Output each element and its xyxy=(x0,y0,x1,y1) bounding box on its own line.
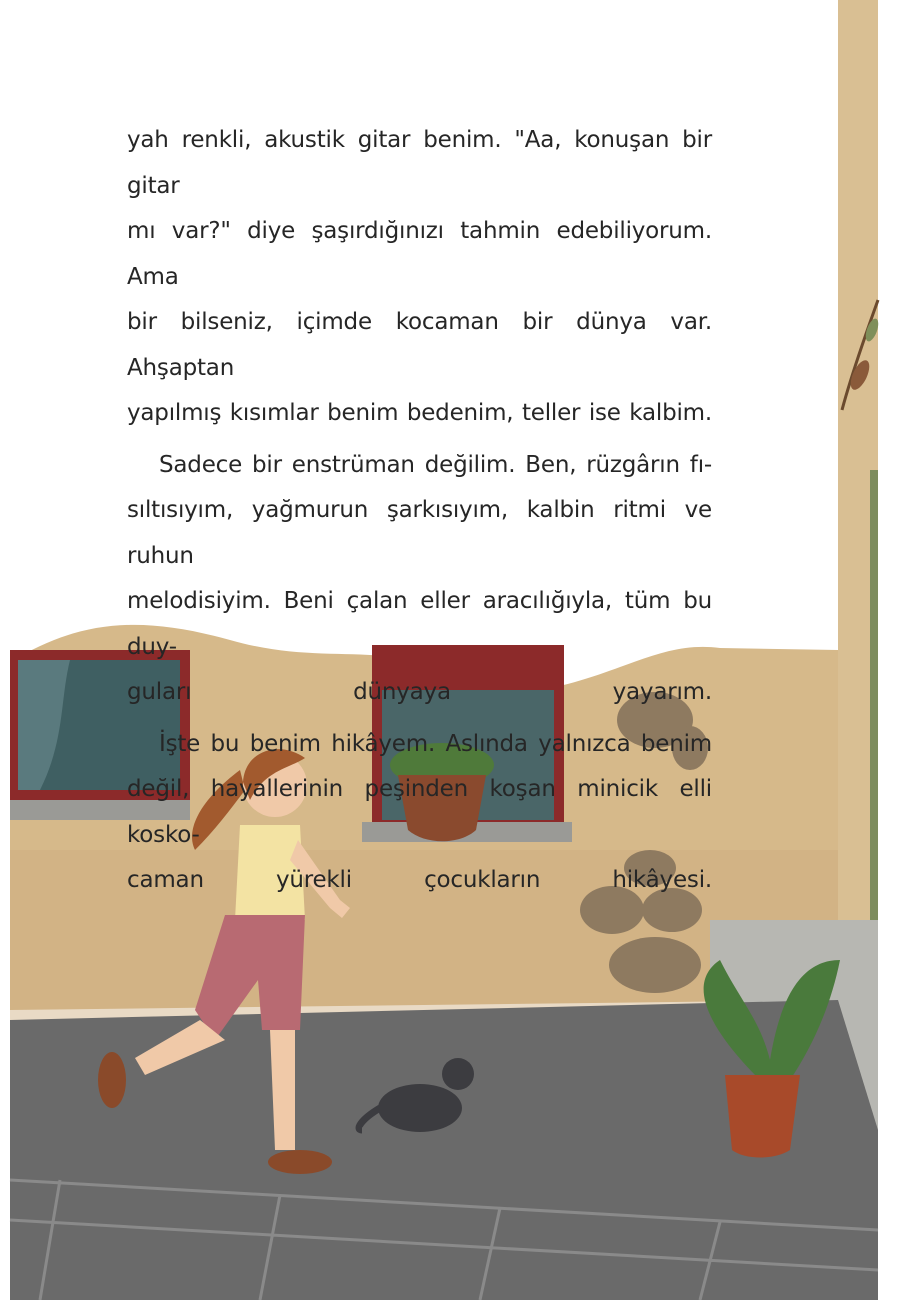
text-line: bir bilseniz, içimde kocaman bir dünya var. Ahşaptan xyxy=(127,309,712,381)
potted-plant-pot xyxy=(725,1075,800,1158)
right-window-edge xyxy=(870,470,878,930)
paragraph-2 xyxy=(127,443,712,716)
text-line: yah renkli, akustik gitar benim. "Aa, konuşan bir gitar xyxy=(127,127,712,199)
story-text xyxy=(127,118,712,910)
text-line: mı var?" diye şaşırdığınızı tahmin edebiliyorum. Ama xyxy=(127,218,712,290)
paragraph-1 xyxy=(127,118,712,437)
text-line: guları dünyaya yayarım. xyxy=(127,679,712,705)
text-line: değil, hayallerinin peşinden koşan minicik elli kosko- xyxy=(127,776,712,848)
wall-stone xyxy=(609,937,701,993)
text-line: yapılmış kısımlar benim bedenim, teller ise kalbim. xyxy=(127,400,712,426)
text-line: sıltısıyım, yağmurun şarkısıyım, kalbin ritmi ve ruhun xyxy=(127,497,712,569)
girl-back-shoe xyxy=(98,1052,126,1108)
paragraph-3 xyxy=(127,722,712,904)
text-line: İşte bu benim hikâyem. Aslında yalnızca benim xyxy=(159,730,712,757)
text-line: Sadece bir enstrüman değilim. Ben, rüzgârın fı- xyxy=(159,451,712,478)
text-line: melodisiyim. Beni çalan eller aracılığıyla, tüm bu duy- xyxy=(127,588,712,660)
text-line: caman yürekli çocukların hikâyesi. xyxy=(127,867,712,893)
cat-head xyxy=(442,1058,474,1090)
cat-body xyxy=(378,1084,462,1132)
girl-front-shoe xyxy=(268,1150,332,1174)
